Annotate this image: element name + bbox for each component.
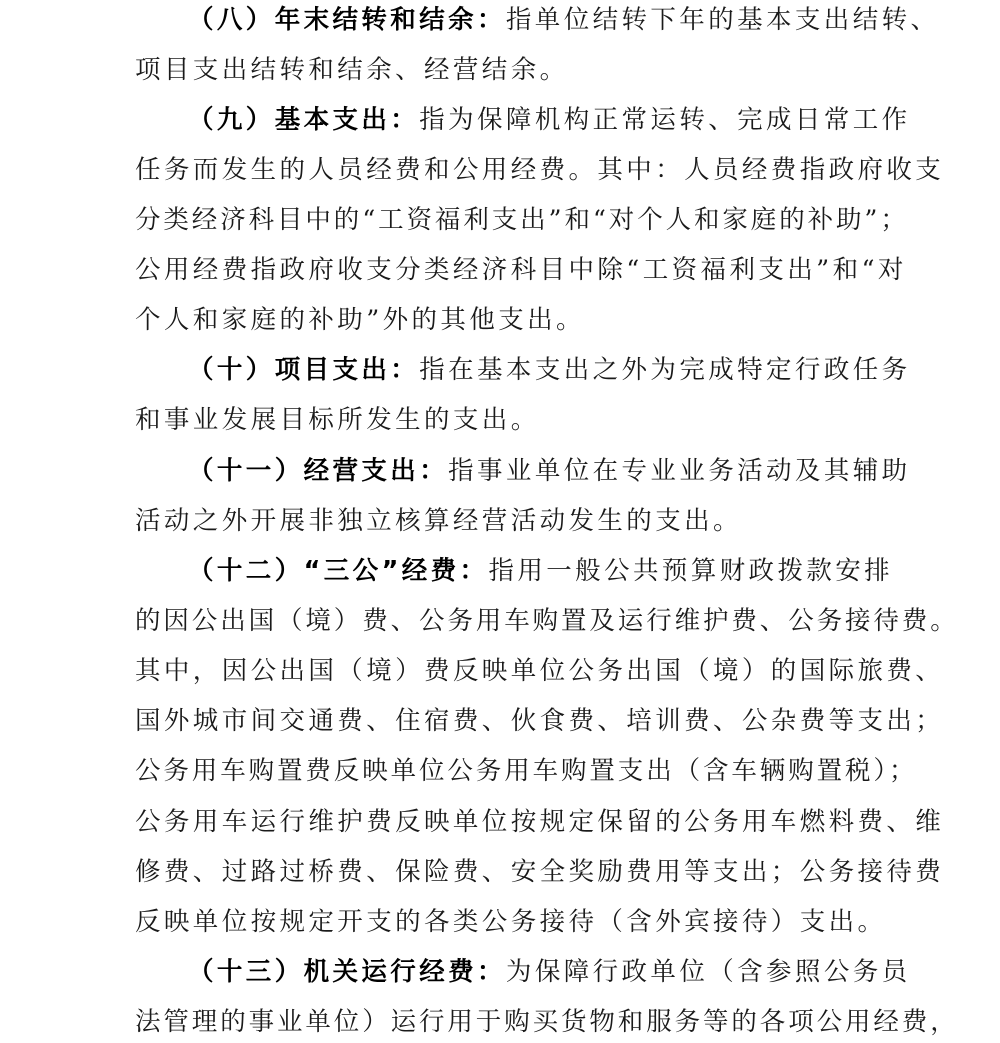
paragraph-12-line-1 <box>188 551 893 591</box>
paragraph-13-line-2: 法管理的事业单位）运行用于购买货物和服务等的各项公用经费， <box>135 1007 959 1037</box>
paragraph-9-line-1 <box>188 100 911 140</box>
paragraph-10-line-2: 和事业发展目标所发生的支出。 <box>135 405 540 435</box>
paragraph-9-label: （九） <box>188 105 275 135</box>
paragraph-9-line-5: 个人和家庭的补助”外的其他支出。 <box>135 305 585 335</box>
paragraph-12-text: 指用一般公共预算财政拨款安排 <box>488 556 894 586</box>
paragraph-9-term: 基本支出： <box>274 105 420 135</box>
paragraph-10-term: 项目支出： <box>274 355 420 385</box>
paragraph-13-label: （十三） <box>188 957 304 987</box>
paragraph-12-line-2: 的因公出国（境）费、公务用车购置及运行维护费、公务接待费。 <box>135 606 959 636</box>
paragraph-10-line-1 <box>188 350 911 390</box>
paragraph-9-text: 指为保障机构正常运转、完成日常工作 <box>419 105 911 135</box>
paragraph-12-line-3: 其中，因公出国（境）费反映单位公务出国（境）的国际旅费、 <box>135 656 945 686</box>
paragraph-13-term: 机关运行经费： <box>303 957 506 987</box>
paragraph-12-line-6: 公务用车运行维护费反映单位按规定保留的公务用车燃料费、维 <box>135 807 945 837</box>
paragraph-9-line-4: 公用经费指政府收支分类经济科目中除“工资福利支出”和“对 <box>135 255 907 285</box>
paragraph-10-label: （十） <box>188 355 275 385</box>
paragraph-9-line-3: 分类经济科目中的“工资福利支出”和“对个人和家庭的补助”； <box>135 205 909 235</box>
paragraph-12-label: （十二） <box>188 556 304 586</box>
paragraph-11-line-2: 活动之外开展非独立核算经营活动发生的支出。 <box>135 506 742 536</box>
paragraph-8-label: （八） <box>188 5 275 35</box>
paragraph-11-term: 经营支出： <box>303 456 449 486</box>
paragraph-12-term: “三公”经费： <box>303 556 489 586</box>
paragraph-9-line-2: 任务而发生的人员经费和公用经费。其中：人员经费指政府收支 <box>135 155 945 185</box>
paragraph-8-term: 年末结转和结余： <box>274 5 506 35</box>
paragraph-12-line-5: 公务用车购置费反映单位公务用车购置支出（含车辆购置税）； <box>135 756 918 786</box>
paragraph-8-line-1 <box>188 0 939 40</box>
paragraph-13-text: 为保障行政单位（含参照公务员 <box>505 957 911 987</box>
paragraph-11-label: （十一） <box>188 456 304 486</box>
paragraph-8-line-2: 项目支出结转和结余、经营结余。 <box>135 55 569 85</box>
paragraph-11-line-1 <box>188 451 911 491</box>
paragraph-8-text: 指单位结转下年的基本支出结转、 <box>505 5 940 35</box>
paragraph-12-line-4: 国外城市间交通费、住宿费、伙食费、培训费、公杂费等支出； <box>135 706 945 736</box>
paragraph-10-text: 指在基本支出之外为完成特定行政任务 <box>419 355 911 385</box>
paragraph-12-line-8: 反映单位按规定开支的各类公务接待（含外宾接待）支出。 <box>135 907 887 937</box>
paragraph-12-line-7: 修费、过路过桥费、保险费、安全奖励费用等支出；公务接待费 <box>135 857 945 887</box>
paragraph-11-text: 指事业单位在专业业务活动及其辅助 <box>448 456 911 486</box>
paragraph-13-line-1 <box>188 952 911 992</box>
